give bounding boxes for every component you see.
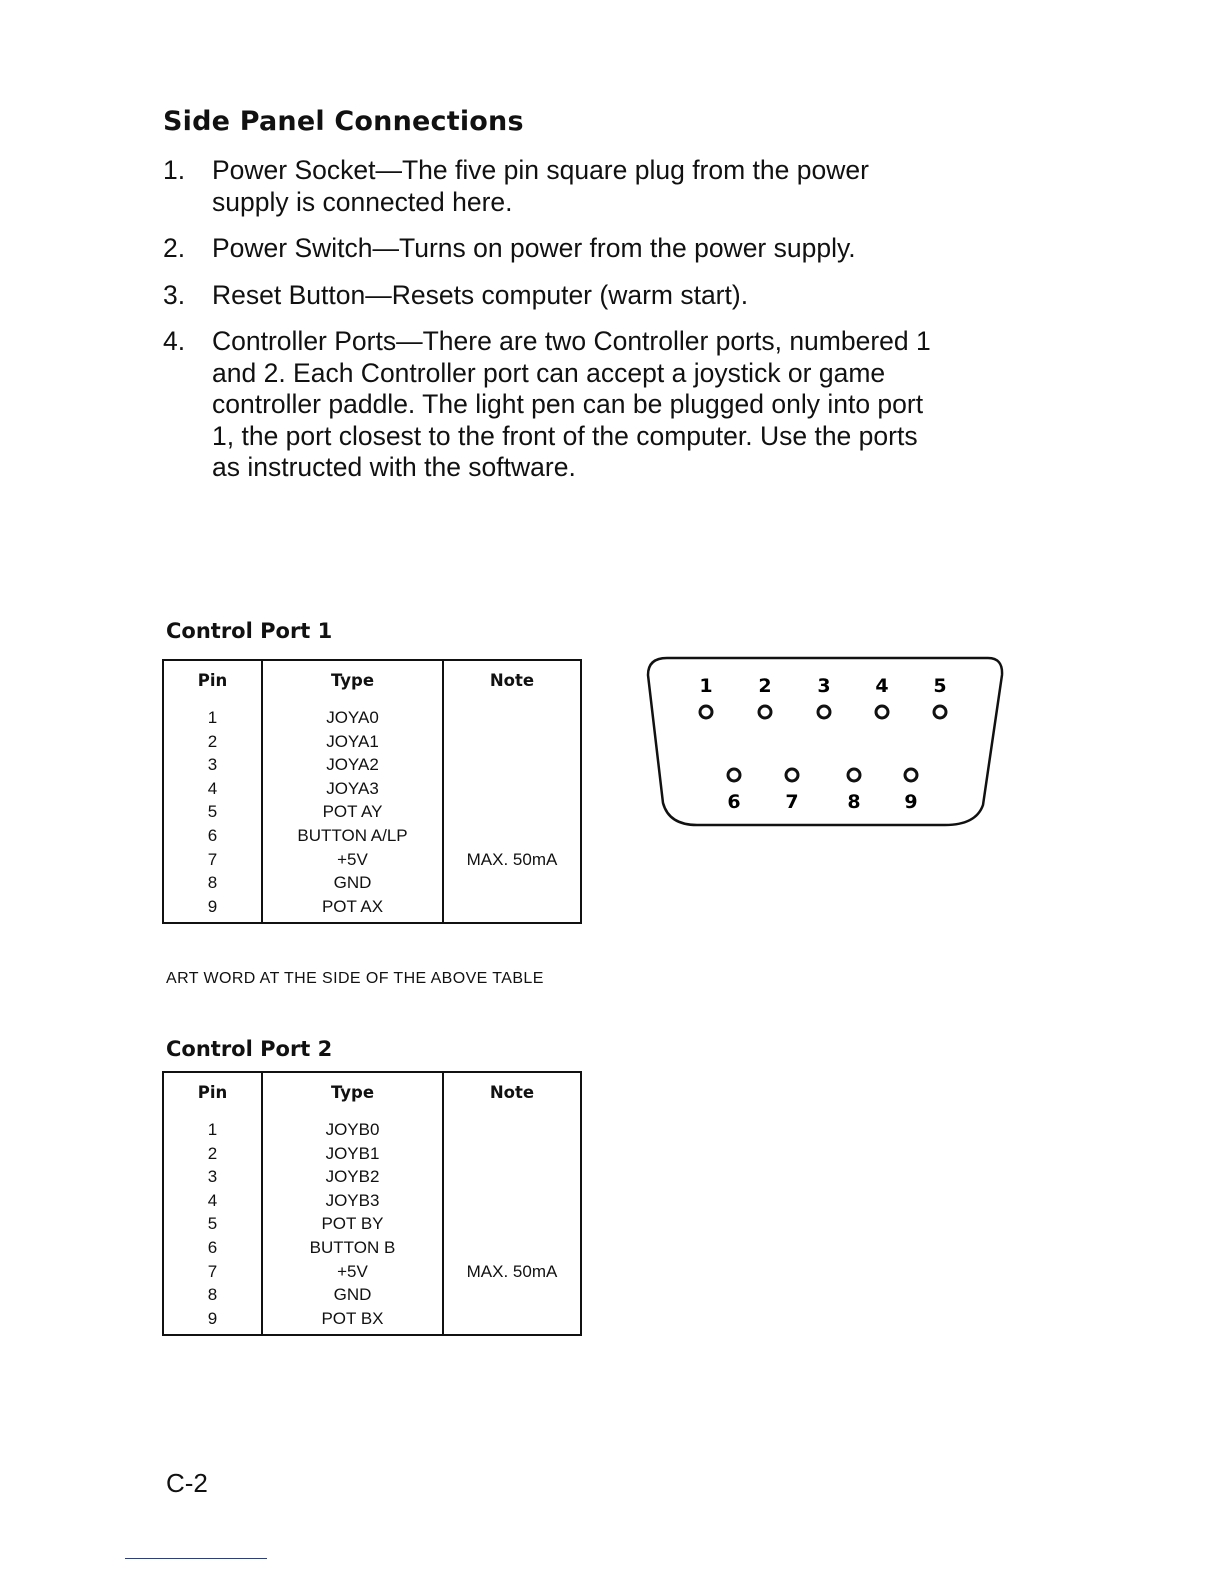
pin-cell: 2 bbox=[163, 730, 262, 754]
note-column-header: Note bbox=[443, 1072, 581, 1118]
list-item bbox=[163, 233, 943, 265]
type-cell: JOYB2 bbox=[262, 1165, 443, 1189]
pin-hole bbox=[818, 706, 830, 718]
table-row bbox=[163, 1212, 581, 1236]
note-cell: MAX. 50mA bbox=[443, 848, 581, 872]
table-row bbox=[163, 730, 581, 754]
pin-cell: 9 bbox=[163, 1307, 262, 1336]
pin-hole bbox=[759, 706, 771, 718]
note-cell bbox=[443, 871, 581, 895]
page-title: Side Panel Connections bbox=[163, 106, 524, 137]
pin-cell: 4 bbox=[163, 777, 262, 801]
list-item-text: Controller Ports—There are two Controller ports, numbered 1 and 2. Each Controller port can accept a joystick or game controller paddle. The light pen can be plugged only into port 1, the port closest to the front of the computer. Use the ports as instructed with the software. bbox=[212, 326, 931, 482]
pin-hole bbox=[700, 706, 712, 718]
pin-number-label: 3 bbox=[817, 675, 831, 697]
note-cell bbox=[443, 1236, 581, 1260]
pin-hole bbox=[934, 706, 946, 718]
note-cell bbox=[443, 1118, 581, 1142]
table-row bbox=[163, 1118, 581, 1142]
port2-heading: Control Port 2 bbox=[166, 1037, 333, 1061]
page-number: C-2 bbox=[166, 1468, 208, 1498]
note-cell bbox=[443, 730, 581, 754]
pin-cell: 3 bbox=[163, 753, 262, 777]
list-item bbox=[163, 326, 943, 484]
pin-number-label: 4 bbox=[875, 675, 889, 697]
note-cell bbox=[443, 753, 581, 777]
table-row bbox=[163, 1307, 581, 1336]
table-row bbox=[163, 824, 581, 848]
table-row bbox=[163, 777, 581, 801]
pin-cell: 6 bbox=[163, 1236, 262, 1260]
type-cell: JOYA3 bbox=[262, 777, 443, 801]
note-column-header: Note bbox=[443, 660, 581, 706]
pin-column-header: Pin bbox=[163, 1072, 262, 1118]
pin-number-label: 1 bbox=[699, 675, 713, 697]
type-cell: BUTTON B bbox=[262, 1236, 443, 1260]
type-cell: +5V bbox=[262, 848, 443, 872]
table-row bbox=[163, 1236, 581, 1260]
type-cell: POT BY bbox=[262, 1212, 443, 1236]
table-row bbox=[163, 895, 581, 924]
pin-number-label: 8 bbox=[847, 791, 861, 813]
pin-cell: 5 bbox=[163, 800, 262, 824]
table-header-row bbox=[163, 660, 581, 706]
footer-rule bbox=[125, 1558, 267, 1559]
pin-cell: 2 bbox=[163, 1142, 262, 1166]
list-item-text: Reset Button—Resets computer (warm start). bbox=[212, 279, 749, 310]
table-row bbox=[163, 1189, 581, 1213]
type-column-header: Type bbox=[262, 660, 443, 706]
list-item-text: Power Socket—The five pin square plug from the power supply is connected here. bbox=[212, 155, 869, 217]
db9-connector-diagram bbox=[645, 653, 1005, 833]
list-item bbox=[163, 155, 943, 218]
pin-number-label: 5 bbox=[933, 675, 947, 697]
table-row bbox=[163, 706, 581, 730]
pin-number-label: 7 bbox=[785, 791, 799, 813]
note-cell bbox=[443, 1189, 581, 1213]
pin-cell: 1 bbox=[163, 706, 262, 730]
type-cell: JOYA2 bbox=[262, 753, 443, 777]
type-cell: +5V bbox=[262, 1260, 443, 1284]
pin-number-label: 6 bbox=[727, 791, 741, 813]
pin-cell: 7 bbox=[163, 848, 262, 872]
table-row bbox=[163, 1260, 581, 1284]
pin-hole bbox=[848, 769, 860, 781]
type-cell: BUTTON A/LP bbox=[262, 824, 443, 848]
note-cell bbox=[443, 1283, 581, 1307]
note-cell bbox=[443, 800, 581, 824]
pin-hole bbox=[728, 769, 740, 781]
list-item-number: 1. bbox=[163, 155, 186, 185]
type-cell: JOYB1 bbox=[262, 1142, 443, 1166]
table-row bbox=[163, 848, 581, 872]
type-cell: JOYA1 bbox=[262, 730, 443, 754]
table-row bbox=[163, 1165, 581, 1189]
pin-number-label: 9 bbox=[904, 791, 918, 813]
pin-hole bbox=[905, 769, 917, 781]
list-item-number: 3. bbox=[163, 279, 186, 310]
type-cell: GND bbox=[262, 871, 443, 895]
pin-hole bbox=[876, 706, 888, 718]
note-cell bbox=[443, 1165, 581, 1189]
table-row bbox=[163, 1142, 581, 1166]
pin-cell: 3 bbox=[163, 1165, 262, 1189]
note-cell bbox=[443, 1212, 581, 1236]
type-cell: POT BX bbox=[262, 1307, 443, 1336]
pin-cell: 6 bbox=[163, 824, 262, 848]
list-item-text: Power Switch—Turns on power from the power supply. bbox=[212, 233, 856, 263]
note-cell bbox=[443, 706, 581, 730]
type-cell: POT AX bbox=[262, 895, 443, 924]
port2-table bbox=[162, 1071, 582, 1336]
table-row bbox=[163, 753, 581, 777]
note-cell bbox=[443, 1142, 581, 1166]
pin-cell: 8 bbox=[163, 871, 262, 895]
list-item-number: 4. bbox=[163, 326, 186, 356]
pin-cell: 4 bbox=[163, 1189, 262, 1213]
list-item-number: 2. bbox=[163, 233, 186, 263]
type-cell: JOYB3 bbox=[262, 1189, 443, 1213]
list-item bbox=[163, 280, 943, 312]
note-cell bbox=[443, 777, 581, 801]
note-cell bbox=[443, 895, 581, 924]
port1-heading: Control Port 1 bbox=[166, 619, 333, 643]
pin-hole bbox=[786, 769, 798, 781]
pin-cell: 7 bbox=[163, 1260, 262, 1284]
table-row bbox=[163, 871, 581, 895]
pin-column-header: Pin bbox=[163, 660, 262, 706]
type-column-header: Type bbox=[262, 1072, 443, 1118]
note-cell: MAX. 50mA bbox=[443, 1260, 581, 1284]
caption: ART WORD AT THE SIDE OF THE ABOVE TABLE bbox=[166, 970, 544, 987]
pin-cell: 9 bbox=[163, 895, 262, 924]
type-cell: POT AY bbox=[262, 800, 443, 824]
type-cell: GND bbox=[262, 1283, 443, 1307]
note-cell bbox=[443, 1307, 581, 1336]
type-cell: JOYA0 bbox=[262, 706, 443, 730]
port1-table bbox=[162, 659, 582, 924]
connection-list bbox=[163, 155, 943, 499]
pin-number-label: 2 bbox=[758, 675, 772, 697]
table-row bbox=[163, 800, 581, 824]
table-header-row bbox=[163, 1072, 581, 1118]
pin-cell: 8 bbox=[163, 1283, 262, 1307]
type-cell: JOYB0 bbox=[262, 1118, 443, 1142]
pin-cell: 5 bbox=[163, 1212, 262, 1236]
note-cell bbox=[443, 824, 581, 848]
table-row bbox=[163, 1283, 581, 1307]
pin-cell: 1 bbox=[163, 1118, 262, 1142]
